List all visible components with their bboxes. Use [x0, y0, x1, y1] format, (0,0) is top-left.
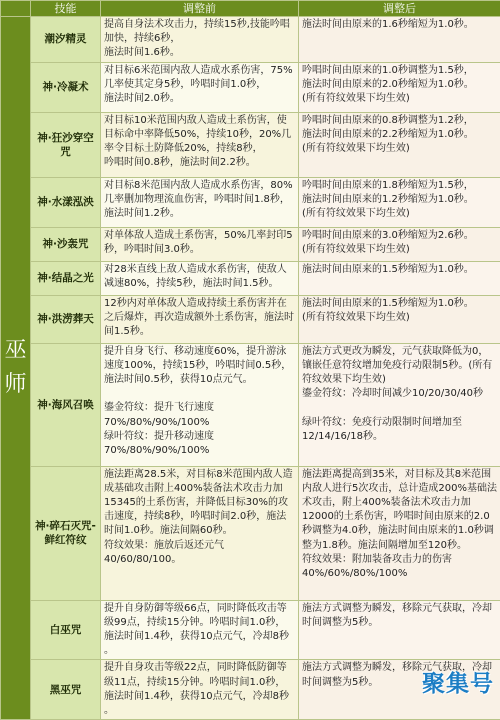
after-text: 施法方式调整为瞬发，移除元气获取，冷却时间调整为5秒。 — [299, 600, 500, 660]
after-text: 施法距离提高到35米，对目标及其8米范围内敌人进行5次攻击，总计造成200%基础法术攻击，附上400%装备法术攻击力加12000的土系伤害，吟唱时间由原来的2.0秒调整为4.0秒，施法时间由原来的1.0秒调整为1.8秒。施法间隔增加至120秒。 符纹效果：附加装备攻击力的伤害 40%/60%/80%/100% — [299, 466, 500, 600]
class-cell — [1, 17, 31, 720]
header-skill: 技能 — [31, 1, 101, 17]
before-text: 12秒内对单体敌人造成持续土系伤害并在之后爆炸，再次造成额外土系伤害，施法时间1.5秒。 — [101, 295, 299, 343]
after-text: 吟唱时间由原来的0.8秒调整为1.2秒， 施法时间由原来的2.2秒缩短为1.0秒。 (所有符纹效果下均生效) — [299, 112, 500, 177]
after-text: 施法时间由原来的1.5秒缩短为1.0秒。 — [299, 261, 500, 295]
skill-name: 神·冷凝术 — [31, 62, 101, 112]
table-row — [1, 600, 500, 660]
before-text: 对单体敌人造成土系伤害，50%几率封印5秒，吟唱时间3.0秒。 — [101, 227, 299, 261]
skill-name: 白巫咒 — [31, 600, 101, 660]
table-row — [1, 112, 500, 177]
table-row — [1, 227, 500, 261]
after-text: 施法时间由原来的1.5秒缩短为1.0秒。 (所有符纹效果下均生效) — [299, 295, 500, 343]
skill-name: 神·洪涝葬天 — [31, 295, 101, 343]
skill-name: 神·碎石灭咒-鲜红符纹 — [31, 466, 101, 600]
before-text: 施法距离28.5米，对目标8米范围内敌人造成基础攻击附上400%装备法术攻击力加15345的土系伤害，并降低目标30%的攻击速度，持续8秒，吟唱时间2.0秒，施法时间1.0秒。施法间隔60秒。 符纹效果：施放后返还元气 40/60/80/100。 — [101, 466, 299, 600]
after-text: 吟唱时间由原来的3.0秒缩短为2.6秒。 (所有符纹效果下均生效) — [299, 227, 500, 261]
table-row — [1, 343, 500, 466]
class-name: 巫师 — [4, 334, 28, 402]
before-text: 对目标8米范围内敌人造成水系伤害，80%几率删加物理流血伤害，吟唱时间1.8秒，施法时间1.2秒。 — [101, 177, 299, 227]
skill-name: 神·结晶之光 — [31, 261, 101, 295]
after-text: 施法方式更改为瞬发，元气获取降低为0，镶嵌任意符纹增加免疫行动限制5秒。(所有符纹效果下均生效) 鎏金符纹：冷却时间减少10/20/30/40秒 绿叶符纹：免疫行动限制时间增加至12/14/16/18秒。 — [299, 343, 500, 466]
skill-name: 神·沙轰咒 — [31, 227, 101, 261]
table-row — [1, 17, 500, 63]
after-text: 吟唱时间由原来的1.8秒缩短为1.5秒， 施法时间由原来的1.2秒缩短为1.0秒。 (所有符纹效果下均生效) — [299, 177, 500, 227]
table-row — [1, 295, 500, 343]
table-row — [1, 466, 500, 600]
skill-name: 神·水漾泓泱 — [31, 177, 101, 227]
after-text: 施法时间由原来的1.6秒缩短为1.0秒。 — [299, 17, 500, 63]
skill-name: 神·狂沙穿空咒 — [31, 112, 101, 177]
header-row — [1, 1, 500, 17]
header-corner — [1, 1, 31, 17]
table-row — [1, 62, 500, 112]
before-text: 提高自身法术攻击力，持续15秒,技能吟唱加快，持续6秒， 施法时间1.6秒。 — [101, 17, 299, 63]
header-after: 调整后 — [299, 1, 500, 17]
before-text: 对目标6米范围内敌人造成水系伤害，75%几率使其定身5秒，吟唱时间1.0秒， 施法时间2.0秒。 — [101, 62, 299, 112]
table-row — [1, 177, 500, 227]
before-text: 提升自身防御等级66点，同时降低攻击等级99点，持续15分钟。吟唱时间1.0秒，施法时间1.4秒，获得10点元气，冷却8秒 。 — [101, 600, 299, 660]
table-row — [1, 261, 500, 295]
before-text: 提升自身攻击等级22点，同时降低防御等级11点，持续15分钟。吟唱时间1.0秒，施法时间1.4秒，获得10点元气，冷却8秒 。 — [101, 660, 299, 720]
skill-name: 神·海风召唤 — [31, 343, 101, 466]
skill-name: 黑巫咒 — [31, 660, 101, 720]
after-text: 吟唱时间由原来的1.0秒调整为1.5秒， 施法时间由原来的2.0秒缩短为1.0秒。 (所有符纹效果下均生效) — [299, 62, 500, 112]
before-text: 对28米直线上敌人造成水系伤害，使敌人减速80%，持续5秒，施法时间1.5秒。 — [101, 261, 299, 295]
watermark-logo: 聚集号 — [422, 665, 494, 698]
after-text: 施法方式调整为瞬发，移除元气获取，冷却时间调整为5秒。 — [299, 660, 500, 720]
before-text: 对目标10米范围内敌人造成土系伤害，使目标命中率降低50%，持续10秒，20%几率令目标土防降低20%，持续8秒， 吟唱时间0.8秒，施法时间2.2秒。 — [101, 112, 299, 177]
before-text: 提升自身飞行、移动速度60%，提升游泳速度100%，持续15秒，吟唱时间0.5秒，施法时间0.5秒，获得10点元气。 鎏金符纹：提升飞行速度 70%/80%/90%/100% 绿叶符纹：提升移动速度 70%/80%/90%/100% — [101, 343, 299, 466]
header-before: 调整前 — [101, 1, 299, 17]
skill-name: 潮汐精灵 — [31, 17, 101, 63]
